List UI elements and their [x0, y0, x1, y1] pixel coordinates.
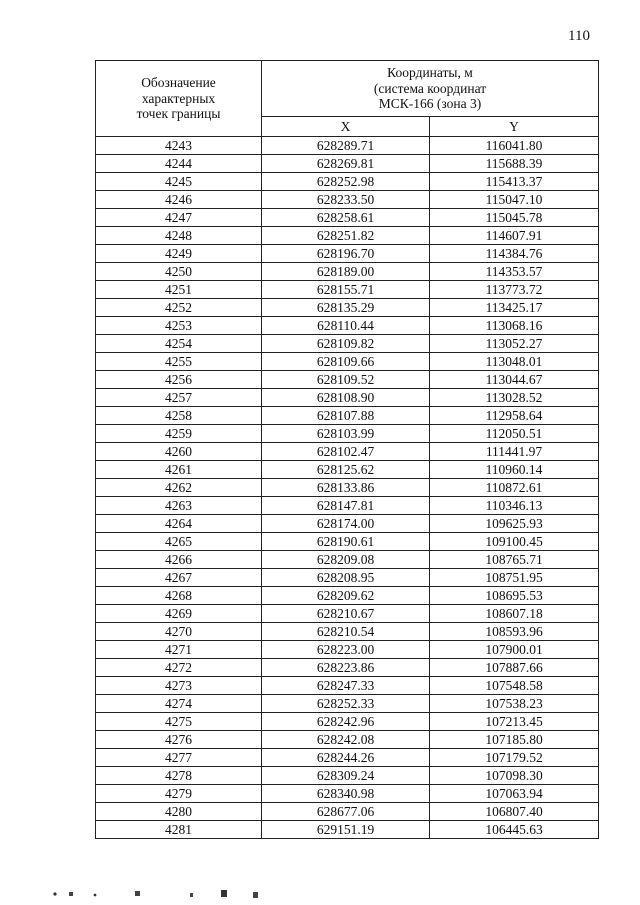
- table-row: [96, 569, 599, 587]
- table-row: [96, 731, 599, 749]
- x-coordinate-cell: 629151.19: [262, 821, 430, 839]
- y-coordinate-cell: 114384.76: [430, 245, 599, 263]
- table-row: [96, 443, 599, 461]
- point-id-cell: 4277: [96, 749, 262, 767]
- point-id-cell: 4269: [96, 605, 262, 623]
- table-row: [96, 389, 599, 407]
- table-row: [96, 497, 599, 515]
- point-id-cell: 4270: [96, 623, 262, 641]
- y-coordinate-cell: 108765.71: [430, 551, 599, 569]
- y-coordinate-cell: 115413.37: [430, 173, 599, 191]
- y-coordinate-cell: 111441.97: [430, 443, 599, 461]
- y-coordinate-cell: 109100.45: [430, 533, 599, 551]
- y-column-header: Y: [430, 116, 599, 136]
- y-coordinate-cell: 108751.95: [430, 569, 599, 587]
- y-coordinate-cell: 114353.57: [430, 263, 599, 281]
- table-row: [96, 533, 599, 551]
- y-coordinate-cell: 109625.93: [430, 515, 599, 533]
- point-id-cell: 4268: [96, 587, 262, 605]
- x-coordinate-cell: 628135.29: [262, 299, 430, 317]
- table-row: [96, 263, 599, 281]
- table-row: [96, 173, 599, 191]
- point-id-cell: 4262: [96, 479, 262, 497]
- x-coordinate-cell: 628133.86: [262, 479, 430, 497]
- y-coordinate-cell: 108695.53: [430, 587, 599, 605]
- x-coordinate-cell: 628289.71: [262, 137, 430, 155]
- header-line: Обозначение: [141, 75, 216, 91]
- y-coordinate-cell: 110872.61: [430, 479, 599, 497]
- table-row: [96, 281, 599, 299]
- table-row: [96, 821, 599, 839]
- y-coordinate-cell: 110960.14: [430, 461, 599, 479]
- point-id-cell: 4250: [96, 263, 262, 281]
- y-coordinate-cell: 108607.18: [430, 605, 599, 623]
- point-id-cell: 4275: [96, 713, 262, 731]
- header-line: Координаты, м: [387, 65, 473, 81]
- point-id-cell: 4265: [96, 533, 262, 551]
- y-coordinate-cell: 106807.40: [430, 803, 599, 821]
- x-coordinate-cell: 628110.44: [262, 317, 430, 335]
- y-coordinate-cell: 107179.52: [430, 749, 599, 767]
- y-coordinate-cell: 113028.52: [430, 389, 599, 407]
- x-coordinate-cell: 628223.86: [262, 659, 430, 677]
- y-coordinate-cell: 107098.30: [430, 767, 599, 785]
- table-row: [96, 479, 599, 497]
- point-id-cell: 4272: [96, 659, 262, 677]
- y-coordinate-cell: 115047.10: [430, 191, 599, 209]
- table-row: [96, 155, 599, 173]
- table-row: [96, 407, 599, 425]
- coordinates-table: [95, 60, 599, 839]
- table-row: [96, 677, 599, 695]
- table-row: [96, 515, 599, 533]
- y-coordinate-cell: 113052.27: [430, 335, 599, 353]
- x-coordinate-cell: 628340.98: [262, 785, 430, 803]
- y-coordinate-cell: 115688.39: [430, 155, 599, 173]
- table-row: [96, 353, 599, 371]
- point-id-cell: 4278: [96, 767, 262, 785]
- y-coordinate-cell: 107900.01: [430, 641, 599, 659]
- y-coordinate-cell: 107213.45: [430, 713, 599, 731]
- x-coordinate-cell: 628189.00: [262, 263, 430, 281]
- point-id-cell: 4279: [96, 785, 262, 803]
- y-coordinate-cell: 113048.01: [430, 353, 599, 371]
- point-id-cell: 4247: [96, 209, 262, 227]
- table-row: [96, 245, 599, 263]
- x-coordinate-cell: 628244.26: [262, 749, 430, 767]
- point-id-cell: 4266: [96, 551, 262, 569]
- point-id-cell: 4254: [96, 335, 262, 353]
- point-id-cell: 4248: [96, 227, 262, 245]
- coordinates-header: [262, 61, 599, 117]
- table-row: [96, 785, 599, 803]
- point-id-cell: 4258: [96, 407, 262, 425]
- table-row: [96, 317, 599, 335]
- x-coordinate-cell: 628208.95: [262, 569, 430, 587]
- x-coordinate-cell: 628242.96: [262, 713, 430, 731]
- table-row: [96, 551, 599, 569]
- table-body: [96, 137, 599, 839]
- x-coordinate-cell: 628252.98: [262, 173, 430, 191]
- y-coordinate-cell: 108593.96: [430, 623, 599, 641]
- x-coordinate-cell: 628242.08: [262, 731, 430, 749]
- table-row: [96, 461, 599, 479]
- y-coordinate-cell: 110346.13: [430, 497, 599, 515]
- x-coordinate-cell: 628109.82: [262, 335, 430, 353]
- x-coordinate-cell: 628210.67: [262, 605, 430, 623]
- y-coordinate-cell: 113044.67: [430, 371, 599, 389]
- x-coordinate-cell: 628109.52: [262, 371, 430, 389]
- point-id-cell: 4243: [96, 137, 262, 155]
- y-coordinate-cell: 106445.63: [430, 821, 599, 839]
- x-coordinate-cell: 628196.70: [262, 245, 430, 263]
- table-row: [96, 137, 599, 155]
- y-coordinate-cell: 114607.91: [430, 227, 599, 245]
- x-coordinate-cell: 628147.81: [262, 497, 430, 515]
- x-coordinate-cell: 628233.50: [262, 191, 430, 209]
- point-id-cell: 4261: [96, 461, 262, 479]
- table-row: [96, 371, 599, 389]
- boundary-points-header: [96, 61, 262, 137]
- y-coordinate-cell: 107548.58: [430, 677, 599, 695]
- point-id-cell: 4267: [96, 569, 262, 587]
- x-coordinate-cell: 628209.62: [262, 587, 430, 605]
- x-coordinate-cell: 628107.88: [262, 407, 430, 425]
- x-coordinate-cell: 628269.81: [262, 155, 430, 173]
- table-row: [96, 191, 599, 209]
- header-line: точек границы: [136, 106, 221, 122]
- table-row: [96, 659, 599, 677]
- table-row: [96, 227, 599, 245]
- y-coordinate-cell: 107063.94: [430, 785, 599, 803]
- point-id-cell: 4256: [96, 371, 262, 389]
- y-coordinate-cell: 112958.64: [430, 407, 599, 425]
- point-id-cell: 4252: [96, 299, 262, 317]
- x-coordinate-cell: 628103.99: [262, 425, 430, 443]
- x-coordinate-cell: 628155.71: [262, 281, 430, 299]
- table-row: [96, 767, 599, 785]
- y-coordinate-cell: 112050.51: [430, 425, 599, 443]
- x-coordinate-cell: 628252.33: [262, 695, 430, 713]
- y-coordinate-cell: 115045.78: [430, 209, 599, 227]
- y-coordinate-cell: 107887.66: [430, 659, 599, 677]
- table-row: [96, 803, 599, 821]
- table-row: [96, 587, 599, 605]
- x-coordinate-cell: 628258.61: [262, 209, 430, 227]
- x-coordinate-cell: 628209.08: [262, 551, 430, 569]
- x-coordinate-cell: 628109.66: [262, 353, 430, 371]
- y-coordinate-cell: 113425.17: [430, 299, 599, 317]
- bottom-scan-marks: [40, 886, 340, 898]
- x-coordinate-cell: 628190.61: [262, 533, 430, 551]
- x-coordinate-cell: 628125.62: [262, 461, 430, 479]
- y-coordinate-cell: 116041.80: [430, 137, 599, 155]
- x-coordinate-cell: 628677.06: [262, 803, 430, 821]
- point-id-cell: 4259: [96, 425, 262, 443]
- table-row: [96, 299, 599, 317]
- table-row: [96, 713, 599, 731]
- point-id-cell: 4280: [96, 803, 262, 821]
- point-id-cell: 4273: [96, 677, 262, 695]
- point-id-cell: 4255: [96, 353, 262, 371]
- y-coordinate-cell: 107185.80: [430, 731, 599, 749]
- point-id-cell: 4281: [96, 821, 262, 839]
- point-id-cell: 4244: [96, 155, 262, 173]
- table-row: [96, 641, 599, 659]
- table-row: [96, 209, 599, 227]
- table-row: [96, 605, 599, 623]
- x-coordinate-cell: 628174.00: [262, 515, 430, 533]
- point-id-cell: 4260: [96, 443, 262, 461]
- x-coordinate-cell: 628210.54: [262, 623, 430, 641]
- point-id-cell: 4251: [96, 281, 262, 299]
- page-number: 110: [568, 28, 590, 44]
- header-line: характерных: [141, 90, 216, 106]
- x-column-header: X: [262, 116, 430, 136]
- y-coordinate-cell: 113773.72: [430, 281, 599, 299]
- x-coordinate-cell: 628102.47: [262, 443, 430, 461]
- point-id-cell: 4245: [96, 173, 262, 191]
- x-coordinate-cell: 628247.33: [262, 677, 430, 695]
- table-row: [96, 695, 599, 713]
- point-id-cell: 4264: [96, 515, 262, 533]
- table-row: [96, 425, 599, 443]
- header-line: (система координат: [373, 80, 487, 96]
- y-coordinate-cell: 107538.23: [430, 695, 599, 713]
- point-id-cell: 4246: [96, 191, 262, 209]
- point-id-cell: 4253: [96, 317, 262, 335]
- point-id-cell: 4274: [96, 695, 262, 713]
- point-id-cell: 4257: [96, 389, 262, 407]
- point-id-cell: 4263: [96, 497, 262, 515]
- point-id-cell: 4271: [96, 641, 262, 659]
- y-coordinate-cell: 113068.16: [430, 317, 599, 335]
- table-row: [96, 335, 599, 353]
- point-id-cell: 4249: [96, 245, 262, 263]
- header-line: МСК-166 (зона 3): [378, 96, 482, 112]
- table-row: [96, 749, 599, 767]
- x-coordinate-cell: 628223.00: [262, 641, 430, 659]
- table-row: [96, 623, 599, 641]
- x-coordinate-cell: 628108.90: [262, 389, 430, 407]
- x-coordinate-cell: 628309.24: [262, 767, 430, 785]
- point-id-cell: 4276: [96, 731, 262, 749]
- x-coordinate-cell: 628251.82: [262, 227, 430, 245]
